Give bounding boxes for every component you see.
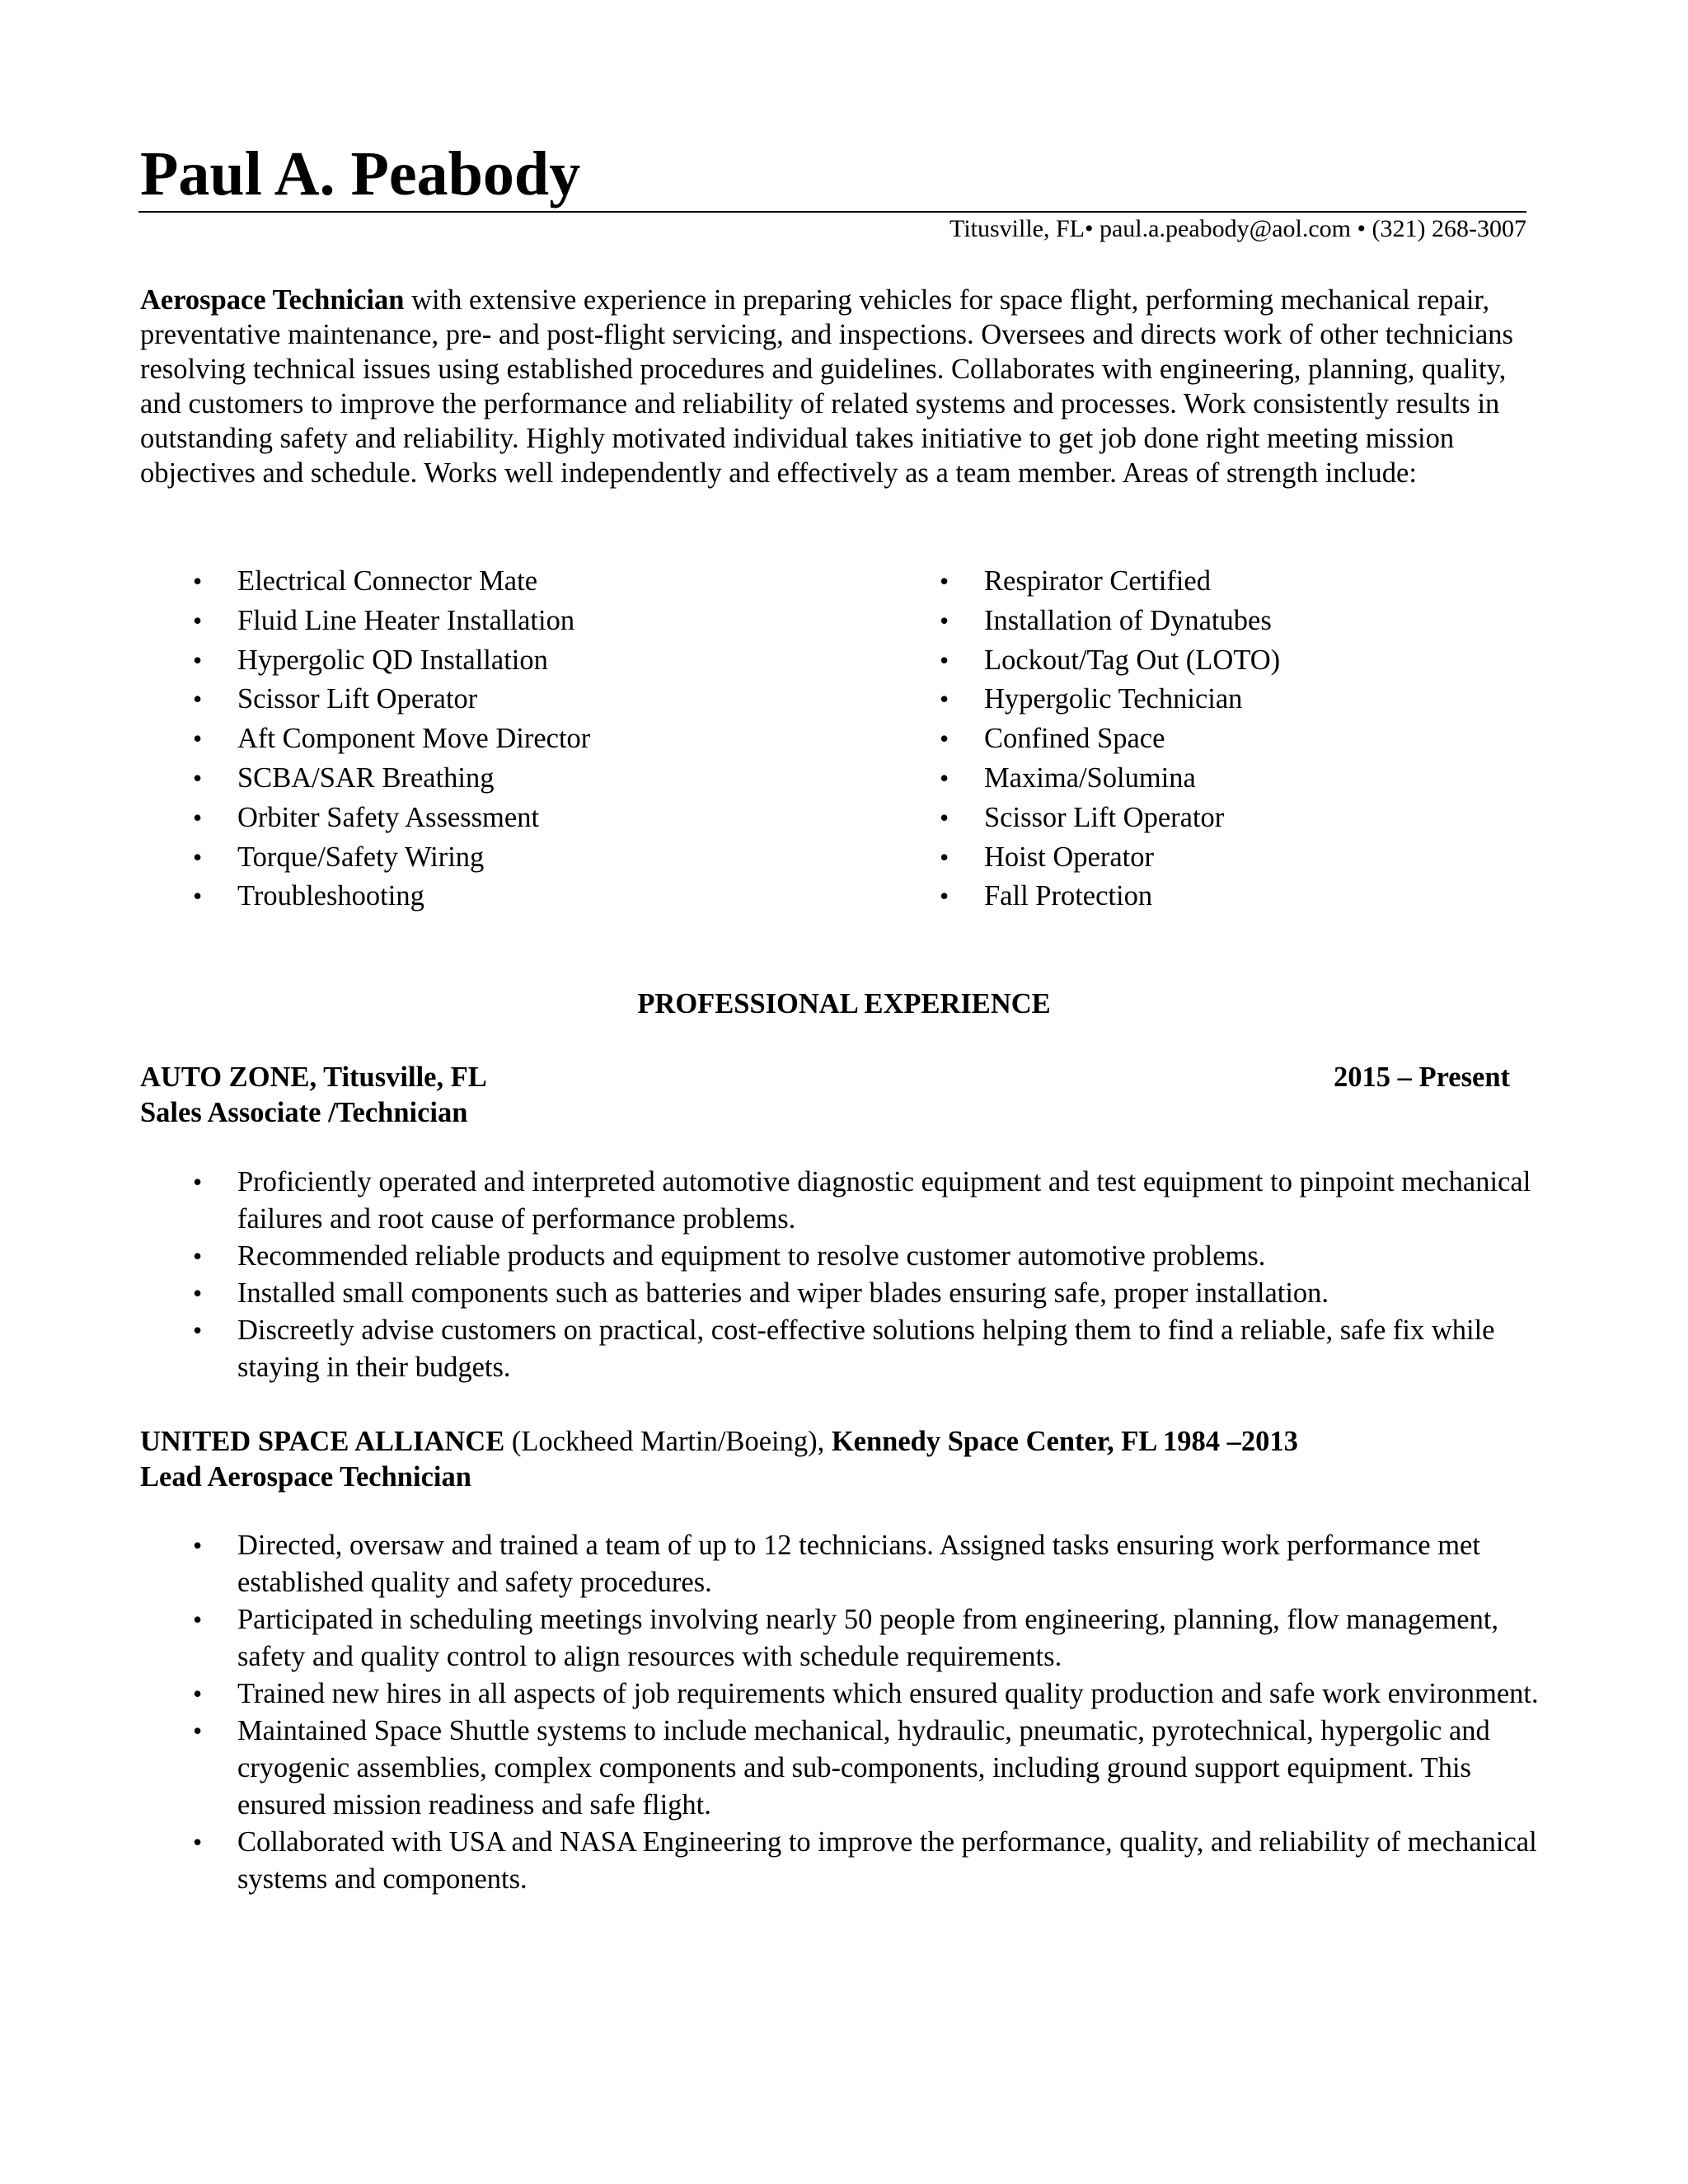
skill-item: • Installation of Dynatubes (887, 602, 1530, 641)
bullet-icon: • (193, 605, 203, 635)
skill-item: • Maxima/Solumina (887, 759, 1530, 799)
section-title-experience: PROFESSIONAL EXPERIENCE (637, 988, 1051, 1019)
skill-item: • Troubleshooting (140, 877, 865, 916)
bullet-icon: • (940, 684, 950, 715)
job-title: Lead Aerospace Technician (140, 1461, 471, 1493)
job-bullet: • Participated in scheduling meetings involving nearly 50 people from engineering, planning, flow management, safety and quality control to align resources with schedule requirements. (140, 1601, 1558, 1675)
skill-item: • Orbiter Safety Assessment (140, 799, 865, 838)
job-bullet: • Recommended reliable products and equipment to resolve customer automotive problems. (140, 1238, 1558, 1275)
bullet-icon: • (940, 802, 950, 832)
bullet-icon: • (193, 1605, 203, 1634)
bullet-icon: • (940, 644, 950, 675)
bullet-icon: • (193, 1315, 203, 1345)
bullet-icon: • (193, 881, 203, 912)
job-title: Sales Associate /Technician (140, 1097, 468, 1128)
bullet-icon: • (940, 566, 950, 596)
bullet-icon: • (193, 802, 203, 832)
skill-item: • Confined Space (887, 719, 1530, 759)
job-employer: AUTO ZONE, Titusville, FL (140, 1062, 487, 1093)
contact-line: Titusville, FL• paul.a.peabody@aol.com • (321) 268-3007 (950, 215, 1526, 242)
job-bullet: • Trained new hires in all aspects of job requirements which ensured quality production and safe work environment. (140, 1675, 1558, 1713)
job-bullet: • Directed, oversaw and trained a team of up to 12 technicians. Assigned tasks ensuring work performance met established quality and safety procedures. (140, 1527, 1558, 1601)
skills-list-right (887, 562, 1530, 916)
bullet-icon: • (193, 1679, 203, 1708)
job-bullet: • Installed small components such as batteries and wiper blades ensuring safe, proper installation. (140, 1275, 1558, 1312)
job-bullets-usa (140, 1527, 1558, 1898)
professional-summary (140, 283, 1541, 490)
skill-item: • Fall Protection (887, 877, 1530, 916)
skill-item: • SCBA/SAR Breathing (140, 759, 865, 799)
job-bullet: • Discreetly advise customers on practical, cost-effective solutions helping them to find a reliable, safe fix while staying in their budgets. (140, 1312, 1558, 1386)
skill-item: • Scissor Lift Operator (887, 799, 1530, 838)
bullet-icon: • (193, 1167, 203, 1197)
bullet-icon: • (193, 1716, 203, 1746)
skill-item: • Fluid Line Heater Installation (140, 602, 865, 641)
bullet-icon: • (193, 644, 203, 675)
bullet-icon: • (193, 1241, 203, 1271)
skill-item: • Hoist Operator (887, 838, 1530, 878)
skill-item: • Scissor Lift Operator (140, 680, 865, 719)
candidate-name: Paul A. Peabody (140, 139, 581, 209)
bullet-icon: • (193, 1278, 203, 1308)
job-bullet: • Maintained Space Shuttle systems to include mechanical, hydraulic, pneumatic, pyrotechnical, hypergolic and cryogenic assemblies, complex components and sub-components, including ground support equipment. This ensured mission readiness and safe flight. (140, 1713, 1558, 1824)
skill-item: • Respirator Certified (887, 562, 1530, 602)
bullet-icon: • (193, 566, 203, 596)
bullet-icon: • (193, 841, 203, 872)
skill-item: • Torque/Safety Wiring (140, 838, 865, 878)
bullet-icon: • (940, 724, 950, 754)
skill-item: • Electrical Connector Mate (140, 562, 865, 602)
skill-item: • Lockout/Tag Out (LOTO) (887, 641, 1530, 681)
skill-item: • Hypergolic Technician (887, 680, 1530, 719)
bullet-icon: • (940, 605, 950, 635)
bullet-icon: • (940, 881, 950, 912)
bullet-icon: • (193, 724, 203, 754)
skill-item: • Aft Component Move Director (140, 719, 865, 759)
bullet-icon: • (193, 1530, 203, 1560)
job-employer: UNITED SPACE ALLIANCE (Lockheed Martin/Boeing), Kennedy Space Center, FL 1984 –2013 (140, 1426, 1298, 1457)
job-bullets-autozone (140, 1164, 1558, 1386)
bullet-icon: • (193, 1827, 203, 1857)
summary-text: with extensive experience in preparing vehicles for space flight, performing mechanical repair, preventative maintenance, pre- and post-flight servicing, and inspections. Oversees and directs work of other technicians resolving technical issues using established procedures and guidelines. Collaborates with engineering, planning, quality, and customers to improve the performance and reliability of related systems and processes. Work consistently results in outstanding safety and reliability. Highly motivated individual takes initiative to get job done right meeting mission objectives and schedule. Works well independently and effectively as a team member. Areas of strength include: (140, 284, 1513, 489)
bullet-icon: • (193, 684, 203, 715)
job-bullet: • Proficiently operated and interpreted automotive diagnostic equipment and test equipment to pinpoint mechanical failures and root cause of performance problems. (140, 1164, 1558, 1238)
bullet-icon: • (193, 762, 203, 793)
bullet-icon: • (940, 841, 950, 872)
skills-list-left (140, 562, 865, 916)
summary-lead: Aerospace Technician (140, 284, 405, 316)
job-bullet: • Collaborated with USA and NASA Engineering to improve the performance, quality, and reliability of mechanical systems and components. (140, 1824, 1558, 1898)
job-dates: 2015 – Present (1334, 1062, 1510, 1093)
bullet-icon: • (940, 762, 950, 793)
skill-item: • Hypergolic QD Installation (140, 641, 865, 681)
